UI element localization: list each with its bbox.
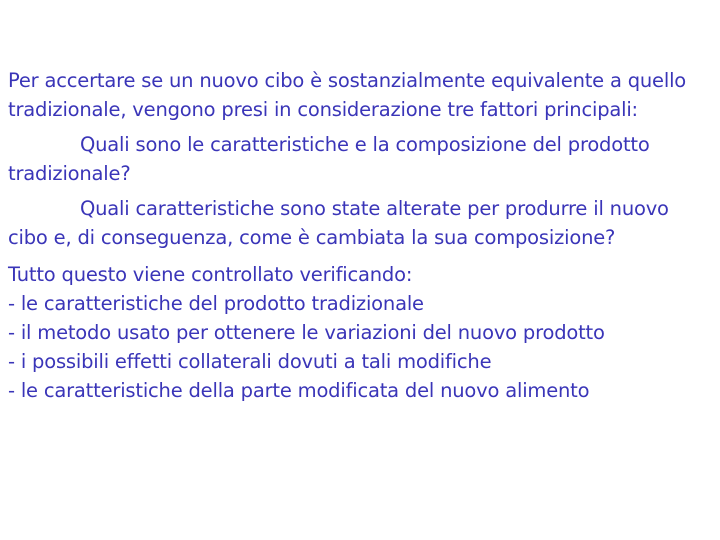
verification-block	[8, 260, 714, 405]
question-traditional-product: Quali sono le caratteristiche e la composizione del prodotto tradizionale?	[8, 133, 650, 185]
verification-item: - il metodo usato per ottenere le variazioni del nuovo prodotto	[8, 321, 605, 344]
verification-heading: Tutto questo viene controllato verificando:	[8, 263, 413, 286]
verification-item: - le caratteristiche del prodotto tradizionale	[8, 292, 424, 315]
verification-item: - i possibili effetti collaterali dovuti a tali modifiche	[8, 350, 492, 373]
verification-item: - le caratteristiche della parte modificata del nuovo alimento	[8, 379, 590, 402]
intro-paragraph: Per accertare se un nuovo cibo è sostanzialmente equivalente a quello tradizionale, vengono presi in considerazione tre fattori principali:	[8, 69, 687, 121]
question-altered-characteristics: Quali caratteristiche sono state alterate per produrre il nuovo cibo e, di conseguenza, come è cambiata la sua composizione?	[8, 197, 669, 249]
slide-content	[8, 66, 714, 405]
